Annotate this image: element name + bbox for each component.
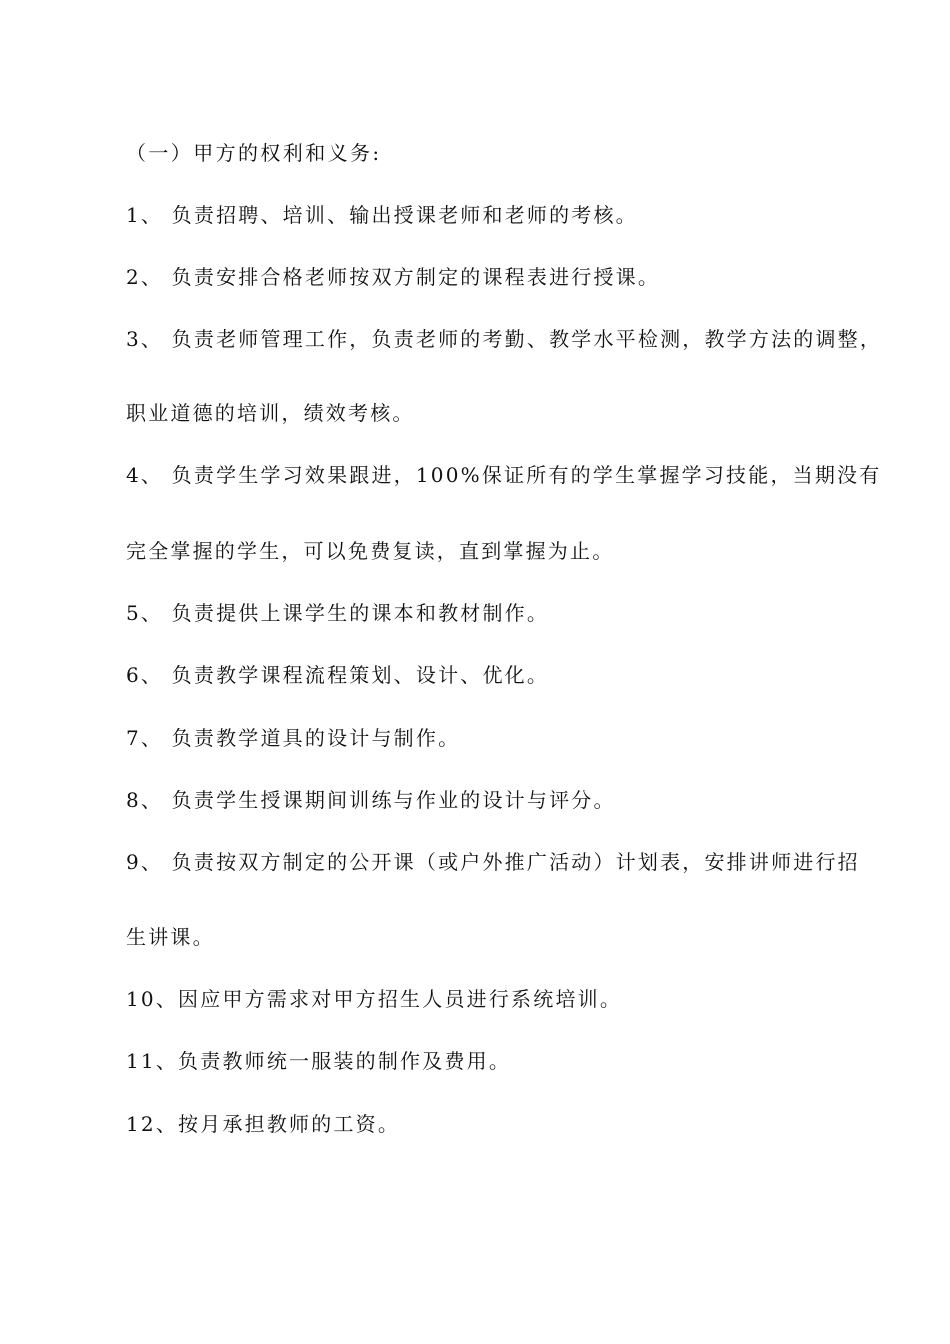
clause-6: 6、 负责教学课程流程策划、设计、优化。 xyxy=(126,663,550,687)
clause-1: 1、 负责招聘、培训、输出授课老师和老师的考核。 xyxy=(126,203,638,227)
clause-10: 10、因应甲方需求对甲方招生人员进行系统培训。 xyxy=(126,987,623,1011)
clause-9-continued: 生讲课。 xyxy=(126,925,215,949)
clause-9: 9、 负责按双方制定的公开课（或户外推广活动）计划表，安排讲师进行招 xyxy=(126,850,860,874)
clause-4-continued: 完全掌握的学生，可以免费复读，直到掌握为止。 xyxy=(126,539,615,563)
clause-4: 4、 负责学生学习效果跟进，100%保证所有的学生掌握学习技能，当期没有 xyxy=(126,463,882,487)
clause-5: 5、 负责提供上课学生的课本和教材制作。 xyxy=(126,601,550,625)
clause-7: 7、 负责教学道具的设计与制作。 xyxy=(126,726,461,750)
clause-11: 11、负责教师统一服装的制作及费用。 xyxy=(126,1049,512,1073)
clause-3-continued: 职业道德的培训，绩效考核。 xyxy=(126,401,415,425)
section-heading: （一）甲方的权利和义务: xyxy=(126,141,382,165)
clause-3: 3、 负责老师管理工作，负责老师的考勤、教学水平检测，教学方法的调整， xyxy=(126,327,883,351)
clause-12: 12、按月承担教师的工资。 xyxy=(126,1112,401,1136)
clause-2: 2、 负责安排合格老师按双方制定的课程表进行授课。 xyxy=(126,265,661,289)
clause-8: 8、 负责学生授课期间训练与作业的设计与评分。 xyxy=(126,788,616,812)
